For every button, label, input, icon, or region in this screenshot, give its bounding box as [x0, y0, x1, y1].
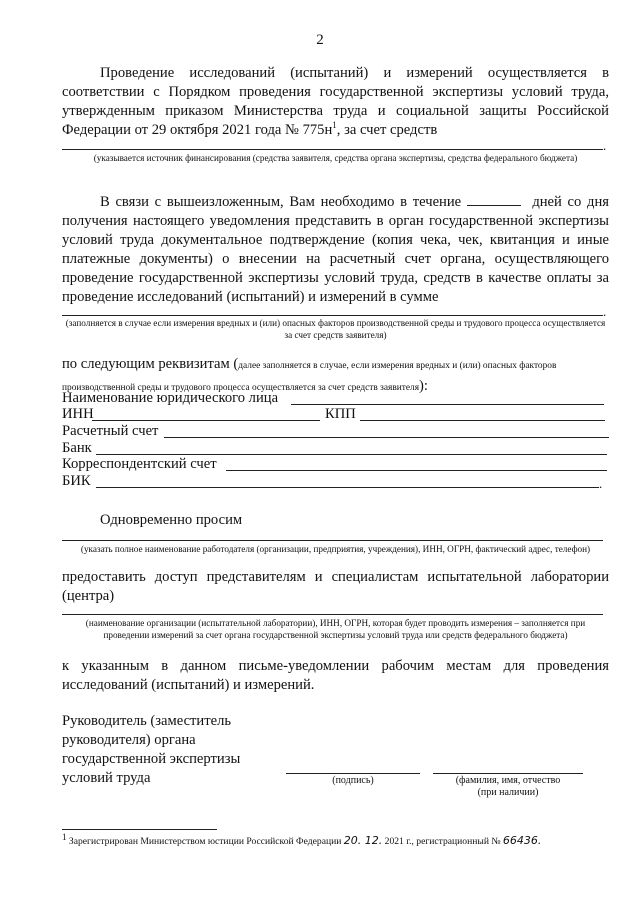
bik-input-line[interactable]: [96, 487, 599, 488]
paragraph-payment-part2: дней со дня получения настоящего уведомления представить в орган государственной экспертизы условий труда документальное подтверждение (копия чека, чек, квитанция и иные платежные документы) о внесении на расчетный счет органа, осуществляющего проведение государственной экспертизы условий труда, средств в качестве оплаты за проведение исследований (испытаний) и измерений в сумме: [62, 194, 609, 305]
inn-input-line[interactable]: [92, 420, 320, 421]
field-bik-label: БИК: [62, 473, 91, 489]
field-org-name-label: Наименование юридического лица: [62, 390, 279, 406]
footnote-reference: 1: [332, 120, 337, 131]
signature-caption: (подпись): [332, 775, 374, 786]
line-period: .: [603, 304, 607, 319]
full-name-caption: (фамилия, имя, отчество (при наличии): [455, 775, 561, 798]
footnote-text-before: Зарегистрирован Министерством юстиции Российской Федерации: [68, 836, 342, 847]
funding-source-line[interactable]: [62, 149, 603, 150]
footnote-mark: 1: [62, 831, 67, 842]
account-input-line[interactable]: [164, 437, 609, 438]
page-number: 2: [316, 32, 324, 48]
laboratory-info-caption: (наименование организации (испытательной лаборатории), ИНН, ОГРН, которая будет проводить измерения – заполняется при проведении измерений за счет органа государственной экспертизы условий труда или средств федерального бюджета): [85, 618, 586, 640]
corr-account-input-line[interactable]: [226, 470, 607, 471]
line-period: .: [603, 138, 607, 153]
paragraph-request: [62, 511, 609, 530]
paragraph-payment: [62, 193, 609, 307]
requisites-end: ):: [419, 378, 428, 394]
paragraph-procedure-tail: , за счет средств: [336, 122, 438, 138]
footnote-separator: [62, 829, 217, 830]
line-period: .: [599, 476, 603, 491]
signatory-position: Руководитель (заместитель руководителя) органа государственной экспертизы условий труда: [62, 713, 241, 786]
signature-line[interactable]: [286, 773, 420, 774]
paragraph-payment-part1: В связи с вышеизложенным, Вам необходимо в течение: [100, 194, 462, 210]
footnote-text-middle: 2021 г., регистрационный №: [384, 836, 501, 847]
paragraph-access: предоставить доступ представителям и специалистам испытательной лаборатории (центра): [62, 569, 609, 604]
field-bank-label: Банк: [62, 440, 92, 456]
requisites-condition: далее заполняется в случае, если измерения вредных и (или) опасных факторов производственной среды и трудового процесса осуществляется за счет средств заявителя: [62, 361, 557, 393]
field-inn-label: ИНН: [62, 406, 94, 422]
paragraph-request-text: Одновременно просим: [100, 512, 243, 528]
payment-amount-line[interactable]: [62, 315, 603, 316]
requisites-lead: по следующим реквизитам (: [62, 356, 239, 372]
paragraph-workplaces: к указанным в данном письме-уведомлении рабочим местам для проведения исследований (испытаний) и измерений.: [62, 658, 609, 693]
field-corr-account-label: Корреспондентский счет: [62, 456, 217, 472]
employer-info-caption: (указать полное наименование работодателя (организации, предприятия, учреждения), ИНН, ОГРН, фактический адрес, телефон): [80, 544, 591, 554]
org-name-input-line[interactable]: [291, 404, 604, 405]
payment-amount-caption: (заполняется в случае если измерения вредных и (или) опасных факторов производственной среды и трудового процесса осуществляется за счет средств заявителя): [65, 318, 606, 340]
bank-input-line[interactable]: [96, 454, 607, 455]
handwritten-date: 20. 12.: [343, 834, 383, 847]
handwritten-registration-number: 66436.: [502, 834, 542, 847]
funding-source-caption: (указывается источник финансирования (средства заявителя, средства органа экспертизы, средства федерального бюджета): [93, 153, 578, 163]
paragraph-procedure-text: Проведение исследований (испытаний) и измерений осуществляется в соответствии с Порядком проведения государственной экспертизы условий труда, утвержденным приказом Министерства труда и социальной защиты Российской Федерации от 29 октября 2021 года № 775н: [62, 65, 609, 138]
footnote: [62, 831, 542, 847]
laboratory-info-line[interactable]: [62, 614, 603, 615]
field-account-label: Расчетный счет: [62, 423, 159, 439]
employer-info-line[interactable]: [62, 540, 603, 541]
days-blank-field[interactable]: [467, 193, 521, 206]
field-kpp-label: КПП: [325, 406, 356, 422]
full-name-line[interactable]: [433, 773, 583, 774]
kpp-input-line[interactable]: [360, 420, 605, 421]
paragraph-procedure: [62, 64, 609, 140]
